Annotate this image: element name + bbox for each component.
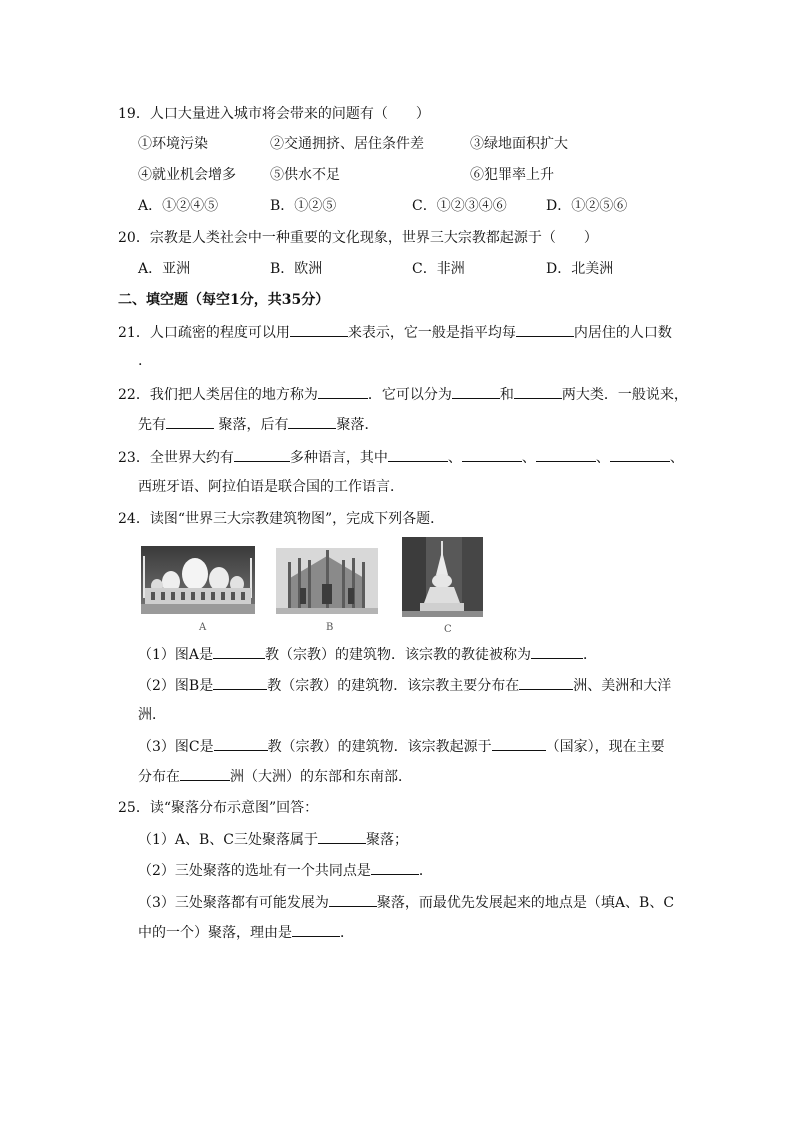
blank [318, 384, 368, 399]
q24-stem: 24．读图“世界三大宗教建筑物图”，完成下列各题． [118, 511, 445, 527]
q19-item-1: ①环境污染 [138, 136, 208, 152]
q19-option-a: A．①②④⑤ [138, 198, 219, 214]
q20-option-d: D．北美洲 [546, 261, 614, 277]
q22-line-1: 22．我们把人类居住的地方称为 ．它可以分为 和 两大类．一般说来， [118, 384, 688, 405]
blank [516, 322, 574, 337]
blank [519, 675, 573, 690]
blank [213, 675, 267, 690]
blank [536, 447, 596, 462]
cathedral-image [276, 548, 378, 614]
q19-option-b: B．①②⑤ [270, 198, 337, 214]
q24-sub-3: （3）图C是 教（宗教）的建筑物．该宗教起源于 （国家），现在主要 [138, 736, 665, 757]
blank [388, 447, 448, 462]
q21-line-2: . [138, 353, 143, 369]
q19-option-c: C．①②③④⑥ [412, 198, 507, 214]
q19-item-3: ③绿地面积扩大 [470, 136, 568, 152]
blank [462, 447, 522, 462]
q25-sub-2: （2）三处聚落的选址有一个共同点是 ． [138, 860, 433, 881]
q19-item-6: ⑥犯罪率上升 [470, 167, 554, 183]
blank [371, 860, 419, 875]
q24-sub-2-cont: 洲． [138, 707, 166, 723]
figure-label-a: A [199, 622, 207, 633]
blank [290, 322, 348, 337]
blank [492, 736, 546, 751]
q24-sub-3-cont: 分布在 洲（大洲）的东部和东南部． [138, 766, 412, 787]
blank [318, 829, 366, 844]
blank [514, 384, 562, 399]
blank [452, 384, 500, 399]
q24-sub-2: （2）图B是 教（宗教）的建筑物．该宗教主要分布在 洲、美洲和大洋 [138, 675, 671, 696]
q19-option-d: D．①②⑤⑥ [546, 198, 628, 214]
blank [531, 644, 583, 659]
figure-label-c: C [444, 624, 452, 635]
q19-item-5: ⑤供水不足 [270, 167, 340, 183]
blank [213, 644, 265, 659]
blank [166, 414, 214, 429]
blank [234, 447, 290, 462]
q20-option-c: C．非洲 [412, 261, 465, 277]
blank [288, 414, 336, 429]
figure-label-b: B [326, 622, 334, 633]
q23-line-2: 西班牙语、阿拉伯语是联合国的工作语言． [138, 479, 404, 495]
blank [610, 447, 670, 462]
mosque-image [141, 546, 255, 614]
q24-sub-1: （1）图A是 教（宗教）的建筑物．该宗教的教徒被称为 ． [138, 644, 597, 665]
blank [214, 736, 268, 751]
blank [292, 922, 340, 937]
q20-option-a: A．亚洲 [138, 261, 191, 277]
q25-sub-3-cont: 中的一个）聚落，理由是 ． [138, 922, 354, 943]
q19-stem: 19．人口大量进入城市将会带来的问题有（ ） [118, 106, 430, 122]
q21-line-1: 21．人口疏密的程度可以用 来表示，它一般是指平均每 内居住的人口数 [118, 322, 672, 343]
section-2-title: 二、填空题（每空1分，共35分） [118, 292, 330, 308]
q20-option-b: B．欧洲 [270, 261, 323, 277]
q20-stem: 20．宗教是人类社会中一种重要的文化现象，世界三大宗教都起源于（ ） [118, 230, 598, 246]
q25-stem: 25．读“聚落分布示意图”回答： [118, 800, 319, 816]
q22-line-2: 先有 聚落，后有 聚落． [138, 414, 378, 435]
blank [180, 766, 230, 781]
q25-sub-1: （1）A、B、C三处聚落属于 聚落； [138, 829, 408, 850]
q19-item-2: ②交通拥挤、居住条件差 [270, 136, 424, 152]
q19-item-4: ④就业机会增多 [138, 167, 236, 183]
blank [329, 892, 377, 907]
q23-line-1: 23．全世界大约有 多种语言，其中 、 、 、 、 [118, 447, 684, 468]
pagoda-image [402, 537, 483, 617]
q25-sub-3: （3）三处聚落都有可能发展为 聚落，而最优先发展起来的地点是（填A、B、C [138, 892, 674, 913]
